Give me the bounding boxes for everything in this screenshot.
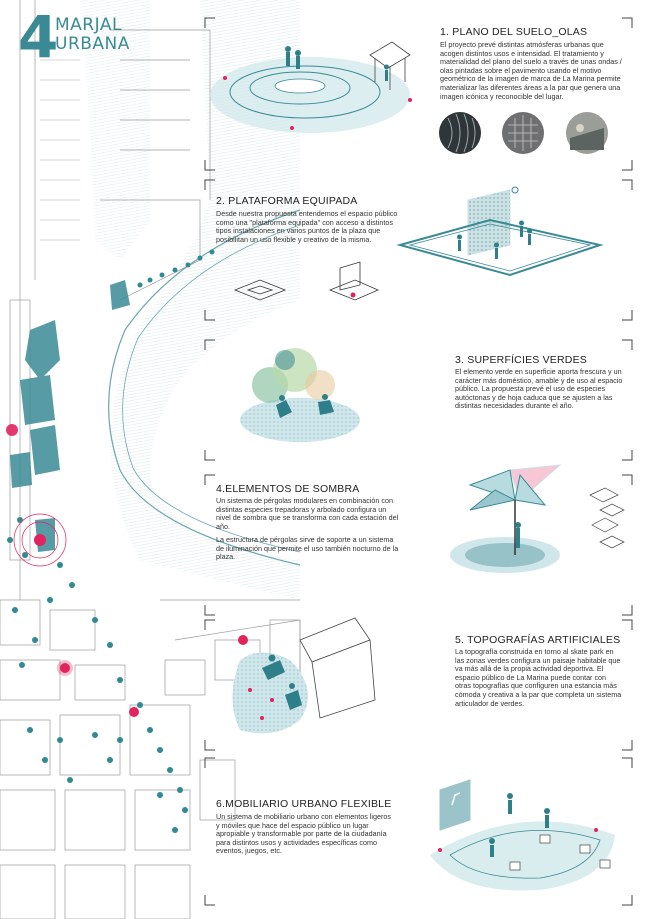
teal-buildings [10,280,130,552]
section-5-body: La topografía construida en torno al skate park en las zonas verdes configura un paisaje habitable que va más allá de la propia actividad deportiva. El espacio público de La Marina puede contar con otras topografías que configuren una estancia más cómoda y creativa a la par que completa un sistema articulador de verdes. [455,647,622,708]
section-4-body: Un sistema de pérgolas modulares en combinación con distintas especies trepadoras y arbolado configura un nivel de sombra que se transforma con cada estación del año. [216,496,399,531]
topography-illustration [233,618,376,733]
sheet-title-line-1: MARJAL [55,15,122,35]
section-2-title: 2. PLATAFORMA EQUIPADA [216,195,358,207]
mooring-lines [40,60,80,240]
pergola-illustration [450,465,624,573]
section-6-body: Un sistema de mobiliario urbano con elementos ligeros y móviles que hace del espacio público un lugar apropiable y transformable por parte de la ciudadanía para distintos usos y actividades específicas como eventos, juegos, etc. [216,812,391,856]
section-1-title: 1. PLANO DEL SUELO_OLAS [440,26,588,38]
sheet-title-line-2: URBANA [55,34,130,54]
section-5-title: 5. TOPOGRAFÍAS ARTIFICIALES [455,634,621,646]
sheet-number: 4 [18,3,59,71]
section-2-body: Desde nuestra propuesta entendemos el espacio público como una "plataforma equipada" con acceso a distintos tipos instalaciones en varios puntos de la plaza que posibilitan un uso flexible y creativo de la misma. [216,209,398,244]
section-4-body-2: La estructura de pérgolas sirve de soporte a un sistema de iluminación que permite el uso también nocturno de la plaza. [216,535,399,562]
green-surface-illustration [240,348,360,442]
sheet-title [55,16,130,54]
section-3-body: El elemento verde en superficie aporta frescura y un carácter más doméstico, amable y de uso al espacio público. La propuesta prevé el uso de especies autóctonas y de hoja caduca que se ajusten a las distintas necesidades durante el año. [455,367,623,411]
section-3-title: 3. SUPERFÍCIES VERDES [455,354,587,366]
section-1-body: El proyecto prevé distintas atmósferas urbanas que acogen distintos usos e intensidad. El tratamiento y materialidad del plano del suelo a través de unas ondas / olas pintadas sobre el pavimento usando el motivo geométrico de la imagen de marca de La Marina permite materializar las diferentes áreas a la par que genera una imagen icónica y reconocible del lugar. [440,40,622,101]
furniture-illustration [430,780,615,891]
section-4-title: 4.ELEMENTOS DE SOMBRA [216,483,360,495]
section-6-title: 6.MOBILIARIO URBANO FLEXIBLE [216,798,392,810]
reference-photos [439,112,608,154]
